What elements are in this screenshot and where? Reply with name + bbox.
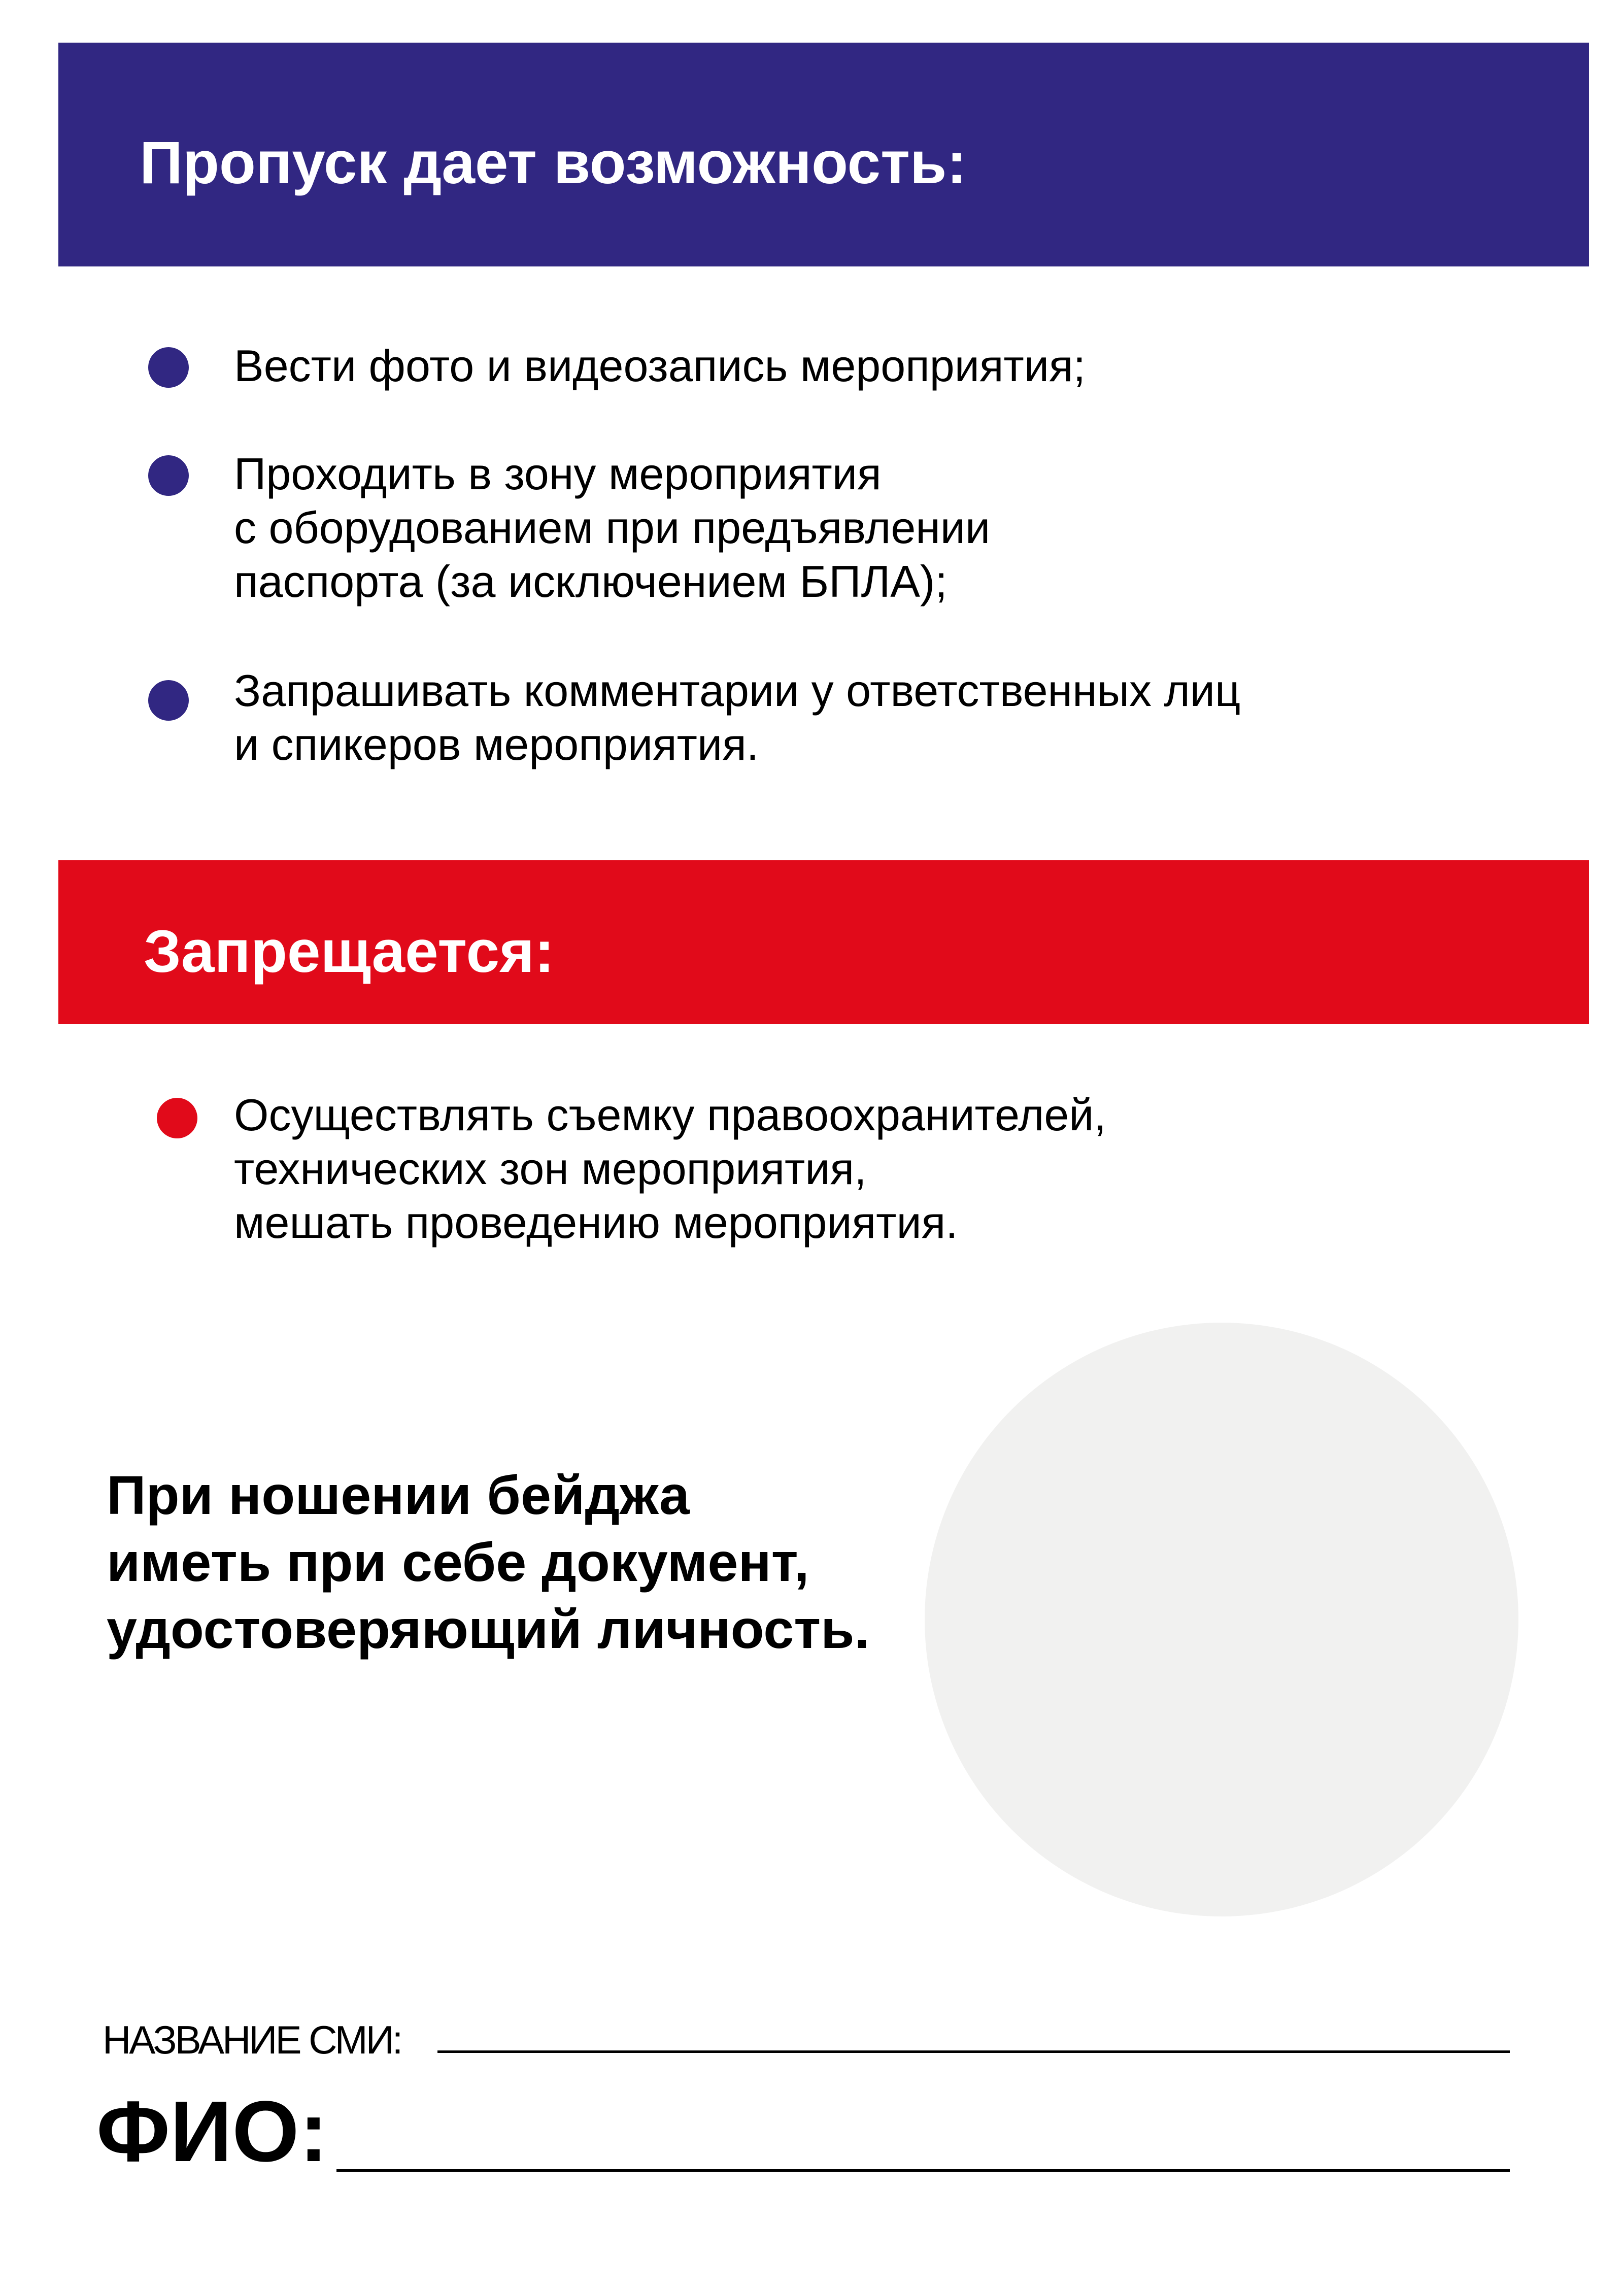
item-line: и спикеров мероприятия. xyxy=(234,719,759,769)
note-line: иметь при себе документ, xyxy=(107,1531,809,1593)
photo-placeholder-circle xyxy=(925,1323,1518,1916)
item-line: Запрашивать комментарии у ответственных лиц xyxy=(234,665,1241,716)
bullet-icon xyxy=(148,347,189,388)
full-name-field[interactable] xyxy=(336,2169,1510,2172)
bullet-icon xyxy=(148,455,189,496)
item-line: с оборудованием при предъявлении xyxy=(234,502,991,553)
item-line: Проходить в зону мероприятия xyxy=(234,449,882,499)
note-line: удостоверяющий личность. xyxy=(107,1598,870,1660)
media-name-label: НАЗВАНИЕ СМИ: xyxy=(103,2017,401,2062)
bullet-icon xyxy=(148,680,189,721)
allowed-item-1 xyxy=(234,339,1086,393)
forbidden-title: Запрещается: xyxy=(144,918,555,985)
full-name-label: ФИО: xyxy=(96,2083,328,2180)
item-line: паспорта (за исключением БПЛА); xyxy=(234,556,948,607)
id-document-note xyxy=(107,1462,870,1663)
item-line: Осуществлять съемку правоохранителей, xyxy=(234,1090,1106,1140)
allowed-item-3 xyxy=(234,664,1240,771)
allowed-item-2 xyxy=(234,447,990,609)
media-name-field[interactable] xyxy=(437,2050,1510,2053)
note-line: При ношении бейджа xyxy=(107,1464,690,1526)
item-line: Вести фото и видеозапись мероприятия; xyxy=(234,341,1086,391)
item-line: мешать проведению мероприятия. xyxy=(234,1197,958,1248)
forbidden-item-1 xyxy=(234,1088,1106,1250)
bullet-icon xyxy=(157,1098,197,1138)
item-line: технических зон мероприятия, xyxy=(234,1143,867,1194)
allowed-title: Пропуск дает возможность: xyxy=(140,129,967,196)
